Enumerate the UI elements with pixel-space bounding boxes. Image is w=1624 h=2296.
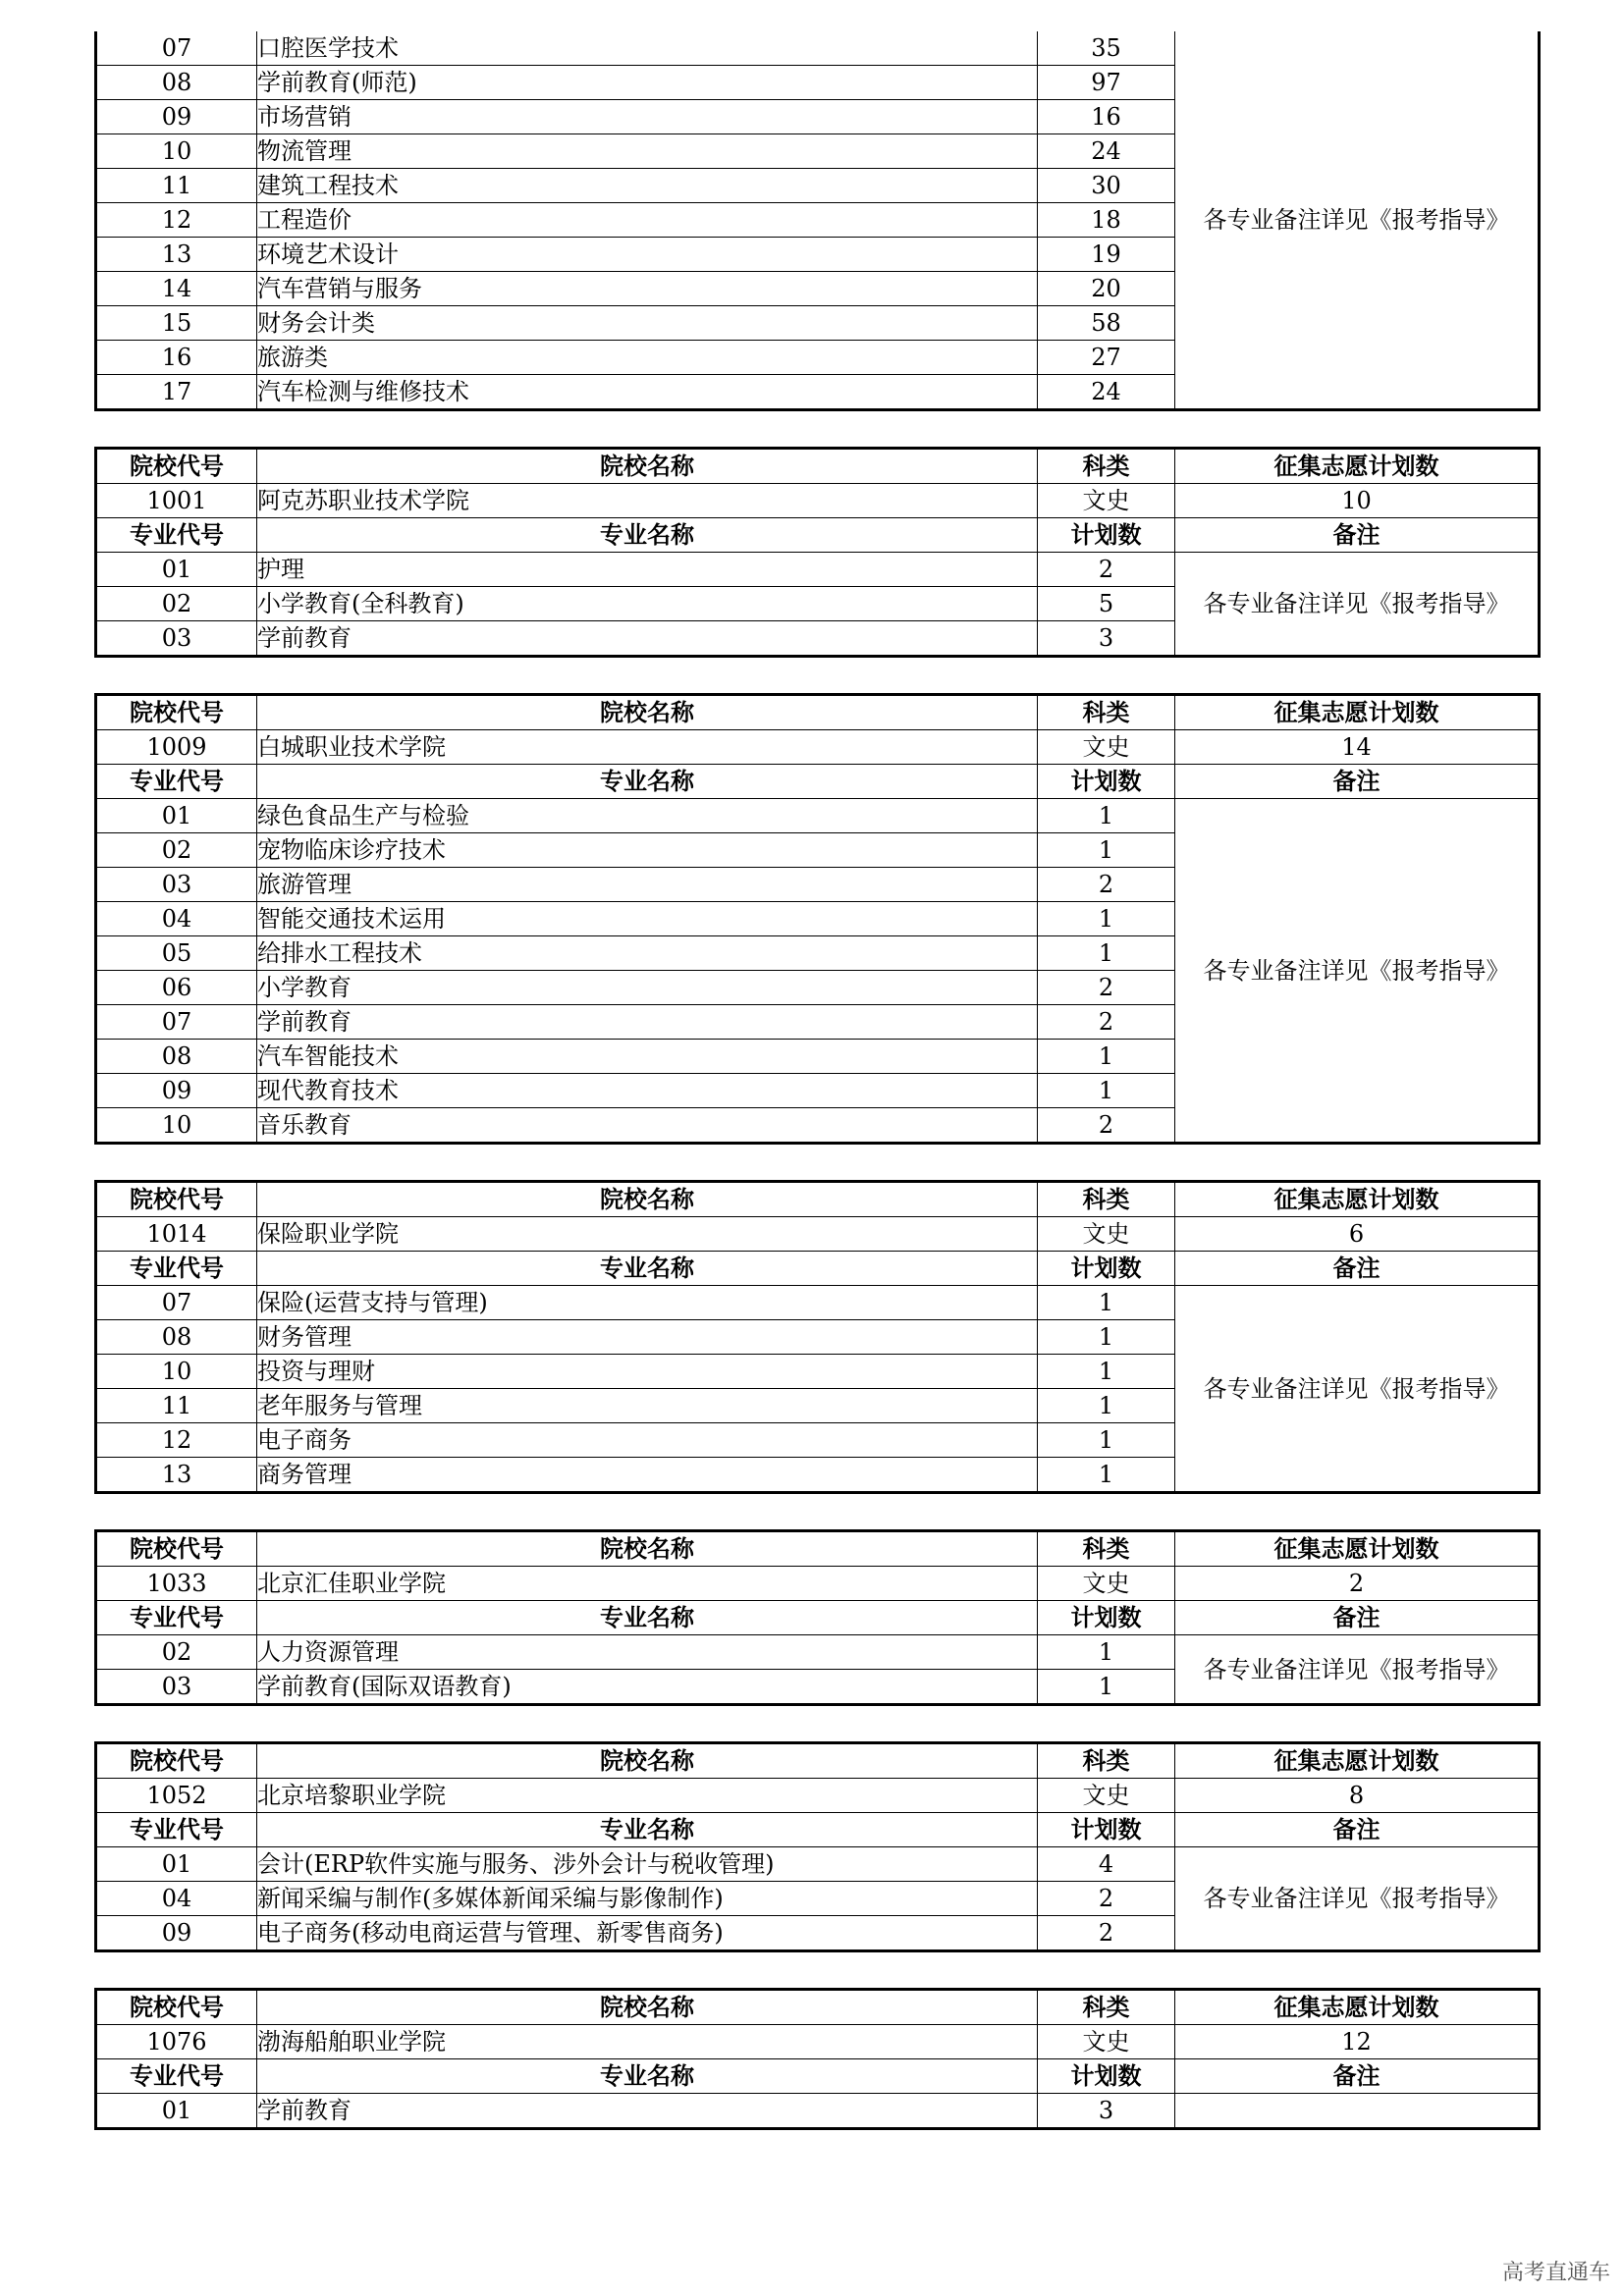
plan-count-cell: 1 <box>1038 1074 1175 1108</box>
major-code-cell: 17 <box>96 375 257 410</box>
school-header-row <box>96 1743 1540 1779</box>
header-category: 科类 <box>1038 1531 1175 1567</box>
plan-count-cell: 20 <box>1038 272 1175 306</box>
major-code-cell: 15 <box>96 306 257 341</box>
major-name-cell: 老年服务与管理 <box>257 1389 1038 1423</box>
major-code-cell: 10 <box>96 1355 257 1389</box>
school-table <box>94 1988 1541 2130</box>
school-plan-total: 2 <box>1175 1567 1540 1601</box>
plan-count-cell: 27 <box>1038 341 1175 375</box>
header-note: 备注 <box>1175 1601 1540 1635</box>
plan-count-cell: 97 <box>1038 66 1175 100</box>
school-plan-total: 8 <box>1175 1779 1540 1813</box>
header-note: 备注 <box>1175 1813 1540 1847</box>
plan-count-cell: 1 <box>1038 1389 1175 1423</box>
major-name-cell: 学前教育 <box>257 1005 1038 1040</box>
header-note: 备注 <box>1175 2059 1540 2094</box>
header-plan-total: 征集志愿计划数 <box>1175 1182 1540 1217</box>
plan-count-cell: 1 <box>1038 1320 1175 1355</box>
header-school-name: 院校名称 <box>257 1531 1038 1567</box>
major-code-cell: 02 <box>96 587 257 621</box>
plan-count-cell: 2 <box>1038 1005 1175 1040</box>
header-major-code: 专业代号 <box>96 518 257 553</box>
plan-count-cell: 1 <box>1038 799 1175 833</box>
major-name-cell: 旅游类 <box>257 341 1038 375</box>
table-row <box>96 2094 1540 2129</box>
school-table <box>94 693 1541 1145</box>
header-major-name: 专业名称 <box>257 1252 1038 1286</box>
header-plan: 计划数 <box>1038 1813 1175 1847</box>
note-cell <box>1175 2094 1540 2129</box>
plan-count-cell: 2 <box>1038 1882 1175 1916</box>
school-header-row <box>96 695 1540 730</box>
major-code-cell: 09 <box>96 1916 257 1951</box>
plan-count-cell: 18 <box>1038 203 1175 238</box>
major-code-cell: 02 <box>96 1635 257 1670</box>
plan-count-cell: 58 <box>1038 306 1175 341</box>
plan-count-cell: 19 <box>1038 238 1175 272</box>
watermark-text: 高考直通车 <box>1501 2261 1610 2285</box>
plan-count-cell: 1 <box>1038 1635 1175 1670</box>
note-cell: 各专业备注详见《报考指导》 <box>1175 1286 1540 1493</box>
plan-count-cell: 1 <box>1038 1040 1175 1074</box>
major-code-cell: 09 <box>96 100 257 134</box>
school-info-row <box>96 1779 1540 1813</box>
header-major-name: 专业名称 <box>257 518 1038 553</box>
school-plan-total: 10 <box>1175 484 1540 518</box>
table-row <box>96 1847 1540 1882</box>
header-plan-total: 征集志愿计划数 <box>1175 1531 1540 1567</box>
school-category: 文史 <box>1038 1567 1175 1601</box>
major-name-cell: 电子商务(移动电商运营与管理、新零售商务) <box>257 1916 1038 1951</box>
header-plan-total: 征集志愿计划数 <box>1175 1743 1540 1779</box>
major-code-cell: 11 <box>96 169 257 203</box>
plan-count-cell: 1 <box>1038 936 1175 971</box>
school-code: 1001 <box>96 484 257 518</box>
major-name-cell: 物流管理 <box>257 134 1038 169</box>
header-school-name: 院校名称 <box>257 695 1038 730</box>
header-category: 科类 <box>1038 1990 1175 2025</box>
continuation-table <box>94 31 1541 411</box>
school-info-row <box>96 1217 1540 1252</box>
major-name-cell: 汽车智能技术 <box>257 1040 1038 1074</box>
school-info-row <box>96 1567 1540 1601</box>
major-code-cell: 02 <box>96 833 257 868</box>
major-code-cell: 04 <box>96 1882 257 1916</box>
plan-count-cell: 24 <box>1038 134 1175 169</box>
plan-count-cell: 1 <box>1038 1286 1175 1320</box>
plan-count-cell: 1 <box>1038 833 1175 868</box>
header-school-name: 院校名称 <box>257 1990 1038 2025</box>
major-name-cell: 汽车检测与维修技术 <box>257 375 1038 410</box>
plan-count-cell: 35 <box>1038 31 1175 66</box>
school-category: 文史 <box>1038 1217 1175 1252</box>
plan-count-cell: 2 <box>1038 1916 1175 1951</box>
major-code-cell: 07 <box>96 31 257 66</box>
major-name-cell: 护理 <box>257 553 1038 587</box>
school-name: 白城职业技术学院 <box>257 730 1038 765</box>
major-code-cell: 04 <box>96 902 257 936</box>
plan-count-cell: 2 <box>1038 1108 1175 1144</box>
school-category: 文史 <box>1038 2025 1175 2059</box>
plan-count-cell: 24 <box>1038 375 1175 410</box>
major-name-cell: 口腔医学技术 <box>257 31 1038 66</box>
header-school-code: 院校代号 <box>96 1182 257 1217</box>
plan-count-cell: 3 <box>1038 621 1175 657</box>
major-name-cell: 会计(ERP软件实施与服务、涉外会计与税收管理) <box>257 1847 1038 1882</box>
major-name-cell: 新闻采编与制作(多媒体新闻采编与影像制作) <box>257 1882 1038 1916</box>
major-code-cell: 10 <box>96 134 257 169</box>
school-code: 1076 <box>96 2025 257 2059</box>
school-name: 阿克苏职业技术学院 <box>257 484 1038 518</box>
school-table <box>94 1529 1541 1706</box>
major-code-cell: 06 <box>96 971 257 1005</box>
major-header-row <box>96 2059 1540 2094</box>
plan-count-cell: 2 <box>1038 971 1175 1005</box>
major-code-cell: 08 <box>96 66 257 100</box>
school-code: 1052 <box>96 1779 257 1813</box>
major-name-cell: 保险(运营支持与管理) <box>257 1286 1038 1320</box>
school-name: 北京培黎职业学院 <box>257 1779 1038 1813</box>
note-cell: 各专业备注详见《报考指导》 <box>1175 1635 1540 1705</box>
table-row <box>96 553 1540 587</box>
plan-count-cell: 4 <box>1038 1847 1175 1882</box>
table-row <box>96 31 1540 66</box>
table-row <box>96 1286 1540 1320</box>
note-cell: 各专业备注详见《报考指导》 <box>1175 31 1540 410</box>
school-code: 1033 <box>96 1567 257 1601</box>
header-major-name: 专业名称 <box>257 1813 1038 1847</box>
header-plan: 计划数 <box>1038 2059 1175 2094</box>
major-name-cell: 小学教育 <box>257 971 1038 1005</box>
major-code-cell: 01 <box>96 553 257 587</box>
major-header-row <box>96 1813 1540 1847</box>
note-cell: 各专业备注详见《报考指导》 <box>1175 553 1540 657</box>
school-code: 1009 <box>96 730 257 765</box>
header-major-name: 专业名称 <box>257 765 1038 799</box>
major-name-cell: 商务管理 <box>257 1458 1038 1493</box>
major-code-cell: 03 <box>96 1670 257 1705</box>
header-major-code: 专业代号 <box>96 1813 257 1847</box>
plan-count-cell: 2 <box>1038 868 1175 902</box>
header-plan-total: 征集志愿计划数 <box>1175 1990 1540 2025</box>
major-name-cell: 音乐教育 <box>257 1108 1038 1144</box>
header-category: 科类 <box>1038 449 1175 484</box>
school-info-row <box>96 730 1540 765</box>
major-code-cell: 03 <box>96 621 257 657</box>
school-plan-total: 14 <box>1175 730 1540 765</box>
header-note: 备注 <box>1175 1252 1540 1286</box>
major-name-cell: 建筑工程技术 <box>257 169 1038 203</box>
header-category: 科类 <box>1038 1182 1175 1217</box>
school-info-row <box>96 2025 1540 2059</box>
major-code-cell: 07 <box>96 1005 257 1040</box>
major-name-cell: 绿色食品生产与检验 <box>257 799 1038 833</box>
major-name-cell: 学前教育 <box>257 2094 1038 2129</box>
major-name-cell: 学前教育(国际双语教育) <box>257 1670 1038 1705</box>
school-category: 文史 <box>1038 730 1175 765</box>
header-major-code: 专业代号 <box>96 1601 257 1635</box>
major-code-cell: 13 <box>96 238 257 272</box>
major-name-cell: 财务会计类 <box>257 306 1038 341</box>
school-plan-total: 12 <box>1175 2025 1540 2059</box>
major-name-cell: 现代教育技术 <box>257 1074 1038 1108</box>
major-header-row <box>96 1252 1540 1286</box>
major-name-cell: 环境艺术设计 <box>257 238 1038 272</box>
major-code-cell: 16 <box>96 341 257 375</box>
school-code: 1014 <box>96 1217 257 1252</box>
header-plan: 计划数 <box>1038 1601 1175 1635</box>
plan-count-cell: 30 <box>1038 169 1175 203</box>
school-table <box>94 447 1541 658</box>
major-name-cell: 旅游管理 <box>257 868 1038 902</box>
header-plan-total: 征集志愿计划数 <box>1175 449 1540 484</box>
major-code-cell: 03 <box>96 868 257 902</box>
header-school-code: 院校代号 <box>96 1990 257 2025</box>
major-code-cell: 12 <box>96 1423 257 1458</box>
major-name-cell: 汽车营销与服务 <box>257 272 1038 306</box>
school-header-row <box>96 1182 1540 1217</box>
plan-count-cell: 1 <box>1038 1355 1175 1389</box>
major-code-cell: 09 <box>96 1074 257 1108</box>
major-name-cell: 工程造价 <box>257 203 1038 238</box>
school-plan-total: 6 <box>1175 1217 1540 1252</box>
major-header-row <box>96 518 1540 553</box>
major-name-cell: 宠物临床诊疗技术 <box>257 833 1038 868</box>
major-name-cell: 人力资源管理 <box>257 1635 1038 1670</box>
major-code-cell: 13 <box>96 1458 257 1493</box>
note-cell: 各专业备注详见《报考指导》 <box>1175 1847 1540 1951</box>
header-school-code: 院校代号 <box>96 1531 257 1567</box>
note-cell: 各专业备注详见《报考指导》 <box>1175 799 1540 1144</box>
plan-count-cell: 3 <box>1038 2094 1175 2129</box>
header-plan-total: 征集志愿计划数 <box>1175 695 1540 730</box>
plan-count-cell: 16 <box>1038 100 1175 134</box>
header-school-name: 院校名称 <box>257 1743 1038 1779</box>
school-header-row <box>96 1990 1540 2025</box>
header-note: 备注 <box>1175 518 1540 553</box>
header-school-name: 院校名称 <box>257 1182 1038 1217</box>
major-name-cell: 给排水工程技术 <box>257 936 1038 971</box>
header-plan: 计划数 <box>1038 1252 1175 1286</box>
plan-count-cell: 1 <box>1038 1423 1175 1458</box>
school-name: 保险职业学院 <box>257 1217 1038 1252</box>
major-name-cell: 财务管理 <box>257 1320 1038 1355</box>
major-name-cell: 学前教育 <box>257 621 1038 657</box>
plan-count-cell: 1 <box>1038 1458 1175 1493</box>
plan-count-cell: 1 <box>1038 1670 1175 1705</box>
school-name: 渤海船舶职业学院 <box>257 2025 1038 2059</box>
school-name: 北京汇佳职业学院 <box>257 1567 1038 1601</box>
school-table <box>94 1180 1541 1494</box>
major-name-cell: 市场营销 <box>257 100 1038 134</box>
major-code-cell: 08 <box>96 1320 257 1355</box>
header-plan: 计划数 <box>1038 765 1175 799</box>
header-school-code: 院校代号 <box>96 1743 257 1779</box>
header-school-code: 院校代号 <box>96 695 257 730</box>
plan-count-cell: 5 <box>1038 587 1175 621</box>
major-name-cell: 电子商务 <box>257 1423 1038 1458</box>
major-code-cell: 01 <box>96 1847 257 1882</box>
header-note: 备注 <box>1175 765 1540 799</box>
major-name-cell: 小学教育(全科教育) <box>257 587 1038 621</box>
header-major-code: 专业代号 <box>96 1252 257 1286</box>
school-info-row <box>96 484 1540 518</box>
major-code-cell: 12 <box>96 203 257 238</box>
major-name-cell: 智能交通技术运用 <box>257 902 1038 936</box>
major-code-cell: 05 <box>96 936 257 971</box>
major-code-cell: 07 <box>96 1286 257 1320</box>
plan-count-cell: 1 <box>1038 902 1175 936</box>
school-category: 文史 <box>1038 484 1175 518</box>
major-code-cell: 08 <box>96 1040 257 1074</box>
document-page <box>94 31 1538 2130</box>
major-code-cell: 11 <box>96 1389 257 1423</box>
school-table <box>94 1741 1541 1952</box>
major-name-cell: 投资与理财 <box>257 1355 1038 1389</box>
header-major-code: 专业代号 <box>96 765 257 799</box>
header-category: 科类 <box>1038 695 1175 730</box>
school-header-row <box>96 1531 1540 1567</box>
header-plan: 计划数 <box>1038 518 1175 553</box>
major-name-cell: 学前教育(师范) <box>257 66 1038 100</box>
header-major-name: 专业名称 <box>257 1601 1038 1635</box>
header-major-name: 专业名称 <box>257 2059 1038 2094</box>
table-row <box>96 1635 1540 1670</box>
school-category: 文史 <box>1038 1779 1175 1813</box>
header-school-code: 院校代号 <box>96 449 257 484</box>
major-code-cell: 01 <box>96 2094 257 2129</box>
major-header-row <box>96 765 1540 799</box>
header-category: 科类 <box>1038 1743 1175 1779</box>
major-header-row <box>96 1601 1540 1635</box>
major-code-cell: 10 <box>96 1108 257 1144</box>
major-code-cell: 14 <box>96 272 257 306</box>
plan-count-cell: 2 <box>1038 553 1175 587</box>
header-school-name: 院校名称 <box>257 449 1038 484</box>
header-major-code: 专业代号 <box>96 2059 257 2094</box>
table-row <box>96 799 1540 833</box>
major-code-cell: 01 <box>96 799 257 833</box>
school-header-row <box>96 449 1540 484</box>
